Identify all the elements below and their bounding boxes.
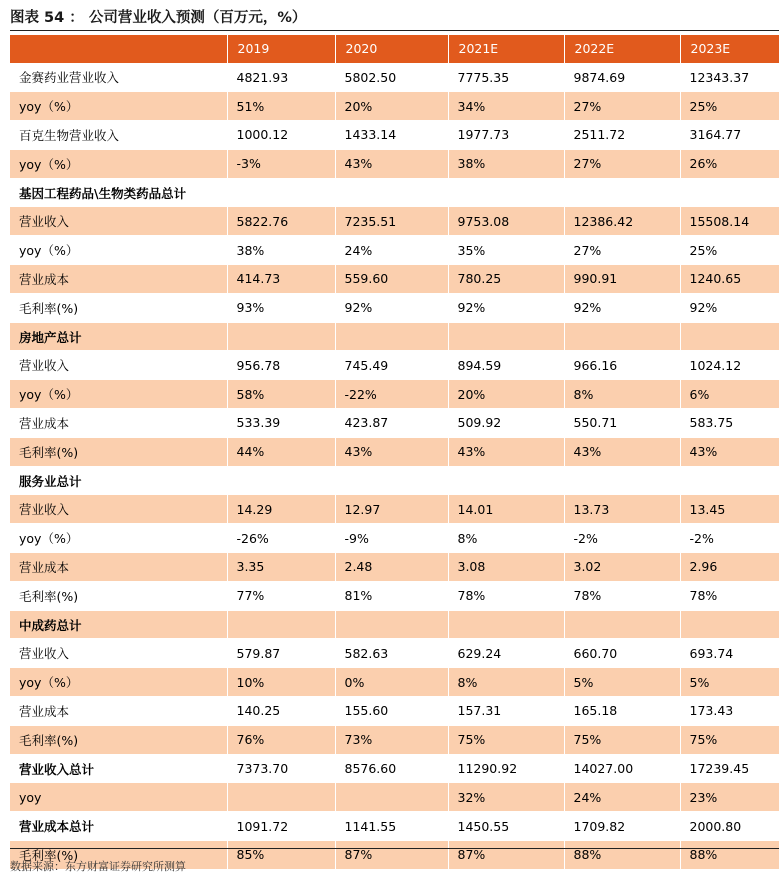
table-cell: 87% xyxy=(335,841,448,870)
table-cell: 2.48 xyxy=(335,553,448,582)
table-cell: 78% xyxy=(564,581,680,610)
table-cell: 2.96 xyxy=(680,553,779,582)
table-cell xyxy=(335,178,448,207)
table-row xyxy=(10,121,779,150)
header-cell-year: 2021E xyxy=(448,35,564,63)
section-row xyxy=(10,178,779,207)
table-cell: 9874.69 xyxy=(564,63,680,92)
table-row xyxy=(10,581,779,610)
row-label: 毛利率(%) xyxy=(10,437,227,466)
table-cell: 88% xyxy=(680,841,779,870)
table-cell: 27% xyxy=(564,149,680,178)
table-cell: -22% xyxy=(335,380,448,409)
source-note: 数据来源：东方财富证券研究所测算 xyxy=(10,860,186,873)
table-cell xyxy=(680,178,779,207)
table-cell: 3.08 xyxy=(448,553,564,582)
section-row xyxy=(10,610,779,639)
table-cell: 1433.14 xyxy=(335,121,448,150)
table-cell xyxy=(448,610,564,639)
table-cell: 2000.80 xyxy=(680,812,779,841)
table-cell: 509.92 xyxy=(448,409,564,438)
table-cell: 2511.72 xyxy=(564,121,680,150)
row-label: 基因工程药品\生物类药品总计 xyxy=(10,178,227,207)
table-cell: 92% xyxy=(564,293,680,322)
table-cell: 140.25 xyxy=(227,697,335,726)
table-row xyxy=(10,265,779,294)
table-cell xyxy=(564,178,680,207)
table-cell: 87% xyxy=(448,841,564,870)
table-cell: 583.75 xyxy=(680,409,779,438)
table-cell: 93% xyxy=(227,293,335,322)
table-cell xyxy=(227,322,335,351)
table-cell: -2% xyxy=(680,524,779,553)
table-cell: 0% xyxy=(335,668,448,697)
table-cell xyxy=(680,610,779,639)
table-cell: 43% xyxy=(335,149,448,178)
table-cell: 173.43 xyxy=(680,697,779,726)
row-label: 毛利率(%) xyxy=(10,581,227,610)
row-label: 营业成本 xyxy=(10,409,227,438)
table-cell: 155.60 xyxy=(335,697,448,726)
table-cell xyxy=(564,610,680,639)
table-cell xyxy=(335,610,448,639)
table-cell: 5% xyxy=(564,668,680,697)
section-row xyxy=(10,754,779,783)
table-cell: 8% xyxy=(564,380,680,409)
table-cell xyxy=(448,178,564,207)
row-label: yoy（%） xyxy=(10,524,227,553)
table-cell: 10% xyxy=(227,668,335,697)
table-cell: 12343.37 xyxy=(680,63,779,92)
table-cell: 32% xyxy=(448,783,564,812)
table-cell: -9% xyxy=(335,524,448,553)
table-cell: 550.71 xyxy=(564,409,680,438)
table-cell: 92% xyxy=(448,293,564,322)
table-cell: 780.25 xyxy=(448,265,564,294)
header-cell-year: 2019 xyxy=(227,35,335,63)
table-cell: 582.63 xyxy=(335,639,448,668)
row-label: yoy（%） xyxy=(10,92,227,121)
table-row xyxy=(10,293,779,322)
table-cell: 5% xyxy=(680,668,779,697)
table-cell: 8% xyxy=(448,668,564,697)
table-cell xyxy=(564,322,680,351)
table-cell: 3.35 xyxy=(227,553,335,582)
header-cell-year: 2020 xyxy=(335,35,448,63)
table-cell: 81% xyxy=(335,581,448,610)
table-header-row xyxy=(10,35,779,63)
table-cell xyxy=(335,322,448,351)
table-row xyxy=(10,437,779,466)
table-cell: 92% xyxy=(335,293,448,322)
table-cell: 1977.73 xyxy=(448,121,564,150)
table-cell: 8% xyxy=(448,524,564,553)
table-cell: 78% xyxy=(680,581,779,610)
table-cell: 157.31 xyxy=(448,697,564,726)
table-cell: 25% xyxy=(680,92,779,121)
row-label: yoy xyxy=(10,783,227,812)
table-row xyxy=(10,495,779,524)
table-row xyxy=(10,553,779,582)
table-cell: 7373.70 xyxy=(227,754,335,783)
table-cell: 629.24 xyxy=(448,639,564,668)
table-cell: 3164.77 xyxy=(680,121,779,150)
row-label: 服务业总计 xyxy=(10,466,227,495)
row-label: 营业成本总计 xyxy=(10,812,227,841)
table-cell: 956.78 xyxy=(227,351,335,380)
table-title: 图表 54 ： 公司营业收入预测（百万元，%） xyxy=(10,10,307,26)
table-cell: 24% xyxy=(335,236,448,265)
table-cell: 11290.92 xyxy=(448,754,564,783)
table-cell: 660.70 xyxy=(564,639,680,668)
table-cell: 51% xyxy=(227,92,335,121)
table-cell: 1091.72 xyxy=(227,812,335,841)
table-row xyxy=(10,92,779,121)
table-cell: 20% xyxy=(335,92,448,121)
row-label: 百克生物营业收入 xyxy=(10,121,227,150)
table-cell: 1709.82 xyxy=(564,812,680,841)
table-cell: 25% xyxy=(680,236,779,265)
table-cell: 85% xyxy=(227,841,335,870)
title-rule xyxy=(10,30,779,31)
table-cell: 23% xyxy=(680,783,779,812)
table-cell: 58% xyxy=(227,380,335,409)
table-cell: 75% xyxy=(448,725,564,754)
table-cell: 533.39 xyxy=(227,409,335,438)
table-cell: 693.74 xyxy=(680,639,779,668)
table-cell: 966.16 xyxy=(564,351,680,380)
table-cell: 73% xyxy=(335,725,448,754)
table-cell: 27% xyxy=(564,236,680,265)
section-row xyxy=(10,322,779,351)
table-cell: 559.60 xyxy=(335,265,448,294)
table-cell: 34% xyxy=(448,92,564,121)
row-label: 毛利率(%) xyxy=(10,841,227,870)
table-cell: 77% xyxy=(227,581,335,610)
table-cell xyxy=(564,466,680,495)
table-row xyxy=(10,351,779,380)
table-cell: 7235.51 xyxy=(335,207,448,236)
table-row xyxy=(10,380,779,409)
table-row xyxy=(10,524,779,553)
table-cell: 5822.76 xyxy=(227,207,335,236)
row-label: 营业收入 xyxy=(10,639,227,668)
table-cell: 579.87 xyxy=(227,639,335,668)
table-cell: 3.02 xyxy=(564,553,680,582)
table-cell: 20% xyxy=(448,380,564,409)
table-cell: 24% xyxy=(564,783,680,812)
table-cell xyxy=(335,466,448,495)
table-cell: 35% xyxy=(448,236,564,265)
table-cell: 745.49 xyxy=(335,351,448,380)
row-label: yoy（%） xyxy=(10,236,227,265)
table-row xyxy=(10,63,779,92)
table-cell: 15508.14 xyxy=(680,207,779,236)
table-cell: 76% xyxy=(227,725,335,754)
table-row xyxy=(10,725,779,754)
table-cell: 8576.60 xyxy=(335,754,448,783)
table-cell: 14.29 xyxy=(227,495,335,524)
table-cell xyxy=(335,783,448,812)
table-cell xyxy=(227,178,335,207)
table-cell: -3% xyxy=(227,149,335,178)
table-cell: 165.18 xyxy=(564,697,680,726)
row-label: 营业收入 xyxy=(10,495,227,524)
table-cell: 75% xyxy=(564,725,680,754)
row-label: yoy（%） xyxy=(10,668,227,697)
table-cell: 38% xyxy=(227,236,335,265)
table-row xyxy=(10,697,779,726)
row-label: 房地产总计 xyxy=(10,322,227,351)
table-cell: 43% xyxy=(680,437,779,466)
table-row xyxy=(10,207,779,236)
bottom-rule xyxy=(10,848,779,849)
table-body xyxy=(10,63,779,869)
table-cell: 43% xyxy=(335,437,448,466)
header-cell-year: 2022E xyxy=(564,35,680,63)
table-cell: 14.01 xyxy=(448,495,564,524)
table-row xyxy=(10,149,779,178)
table-cell: 38% xyxy=(448,149,564,178)
table-cell: 43% xyxy=(564,437,680,466)
table-row xyxy=(10,236,779,265)
table-cell xyxy=(680,322,779,351)
revenue-forecast-table xyxy=(10,35,780,870)
table-cell xyxy=(227,466,335,495)
header-cell-year: 2023E xyxy=(680,35,779,63)
table-cell xyxy=(448,466,564,495)
table-row xyxy=(10,409,779,438)
row-label: 中成药总计 xyxy=(10,610,227,639)
section-row xyxy=(10,812,779,841)
section-row xyxy=(10,466,779,495)
table-cell xyxy=(227,783,335,812)
table-cell xyxy=(227,610,335,639)
table-cell: 13.73 xyxy=(564,495,680,524)
table-cell: -2% xyxy=(564,524,680,553)
table-cell: 7775.35 xyxy=(448,63,564,92)
table-cell xyxy=(680,466,779,495)
table-cell xyxy=(448,322,564,351)
table-row xyxy=(10,639,779,668)
table-cell: 5802.50 xyxy=(335,63,448,92)
table-cell: 990.91 xyxy=(564,265,680,294)
table-cell: 13.45 xyxy=(680,495,779,524)
table-cell: 12386.42 xyxy=(564,207,680,236)
table-cell: 1000.12 xyxy=(227,121,335,150)
table-row xyxy=(10,668,779,697)
table-cell: 75% xyxy=(680,725,779,754)
row-label: 毛利率(%) xyxy=(10,293,227,322)
table-row xyxy=(10,783,779,812)
table-cell: 894.59 xyxy=(448,351,564,380)
table-cell: 14027.00 xyxy=(564,754,680,783)
table-cell: 43% xyxy=(448,437,564,466)
row-label: 营业成本 xyxy=(10,697,227,726)
table-cell: 423.87 xyxy=(335,409,448,438)
table-cell: 17239.45 xyxy=(680,754,779,783)
row-label: yoy（%） xyxy=(10,149,227,178)
row-label: 营业收入 xyxy=(10,207,227,236)
table-cell: 78% xyxy=(448,581,564,610)
row-label: 营业收入 xyxy=(10,351,227,380)
header-cell-label xyxy=(10,35,227,63)
table-cell: 12.97 xyxy=(335,495,448,524)
table-cell: 26% xyxy=(680,149,779,178)
row-label: 营业成本 xyxy=(10,553,227,582)
row-label: 营业成本 xyxy=(10,265,227,294)
table-cell: -26% xyxy=(227,524,335,553)
table-cell: 1024.12 xyxy=(680,351,779,380)
table-cell: 44% xyxy=(227,437,335,466)
table-cell: 414.73 xyxy=(227,265,335,294)
table-cell: 6% xyxy=(680,380,779,409)
table-cell: 88% xyxy=(564,841,680,870)
row-label: 金赛药业营业收入 xyxy=(10,63,227,92)
table-cell: 9753.08 xyxy=(448,207,564,236)
table-cell: 27% xyxy=(564,92,680,121)
table-cell: 4821.93 xyxy=(227,63,335,92)
table-cell: 1450.55 xyxy=(448,812,564,841)
row-label: 毛利率(%) xyxy=(10,725,227,754)
row-label: yoy（%） xyxy=(10,380,227,409)
table-cell: 1240.65 xyxy=(680,265,779,294)
table-cell: 1141.55 xyxy=(335,812,448,841)
table-cell: 92% xyxy=(680,293,779,322)
row-label: 营业收入总计 xyxy=(10,754,227,783)
